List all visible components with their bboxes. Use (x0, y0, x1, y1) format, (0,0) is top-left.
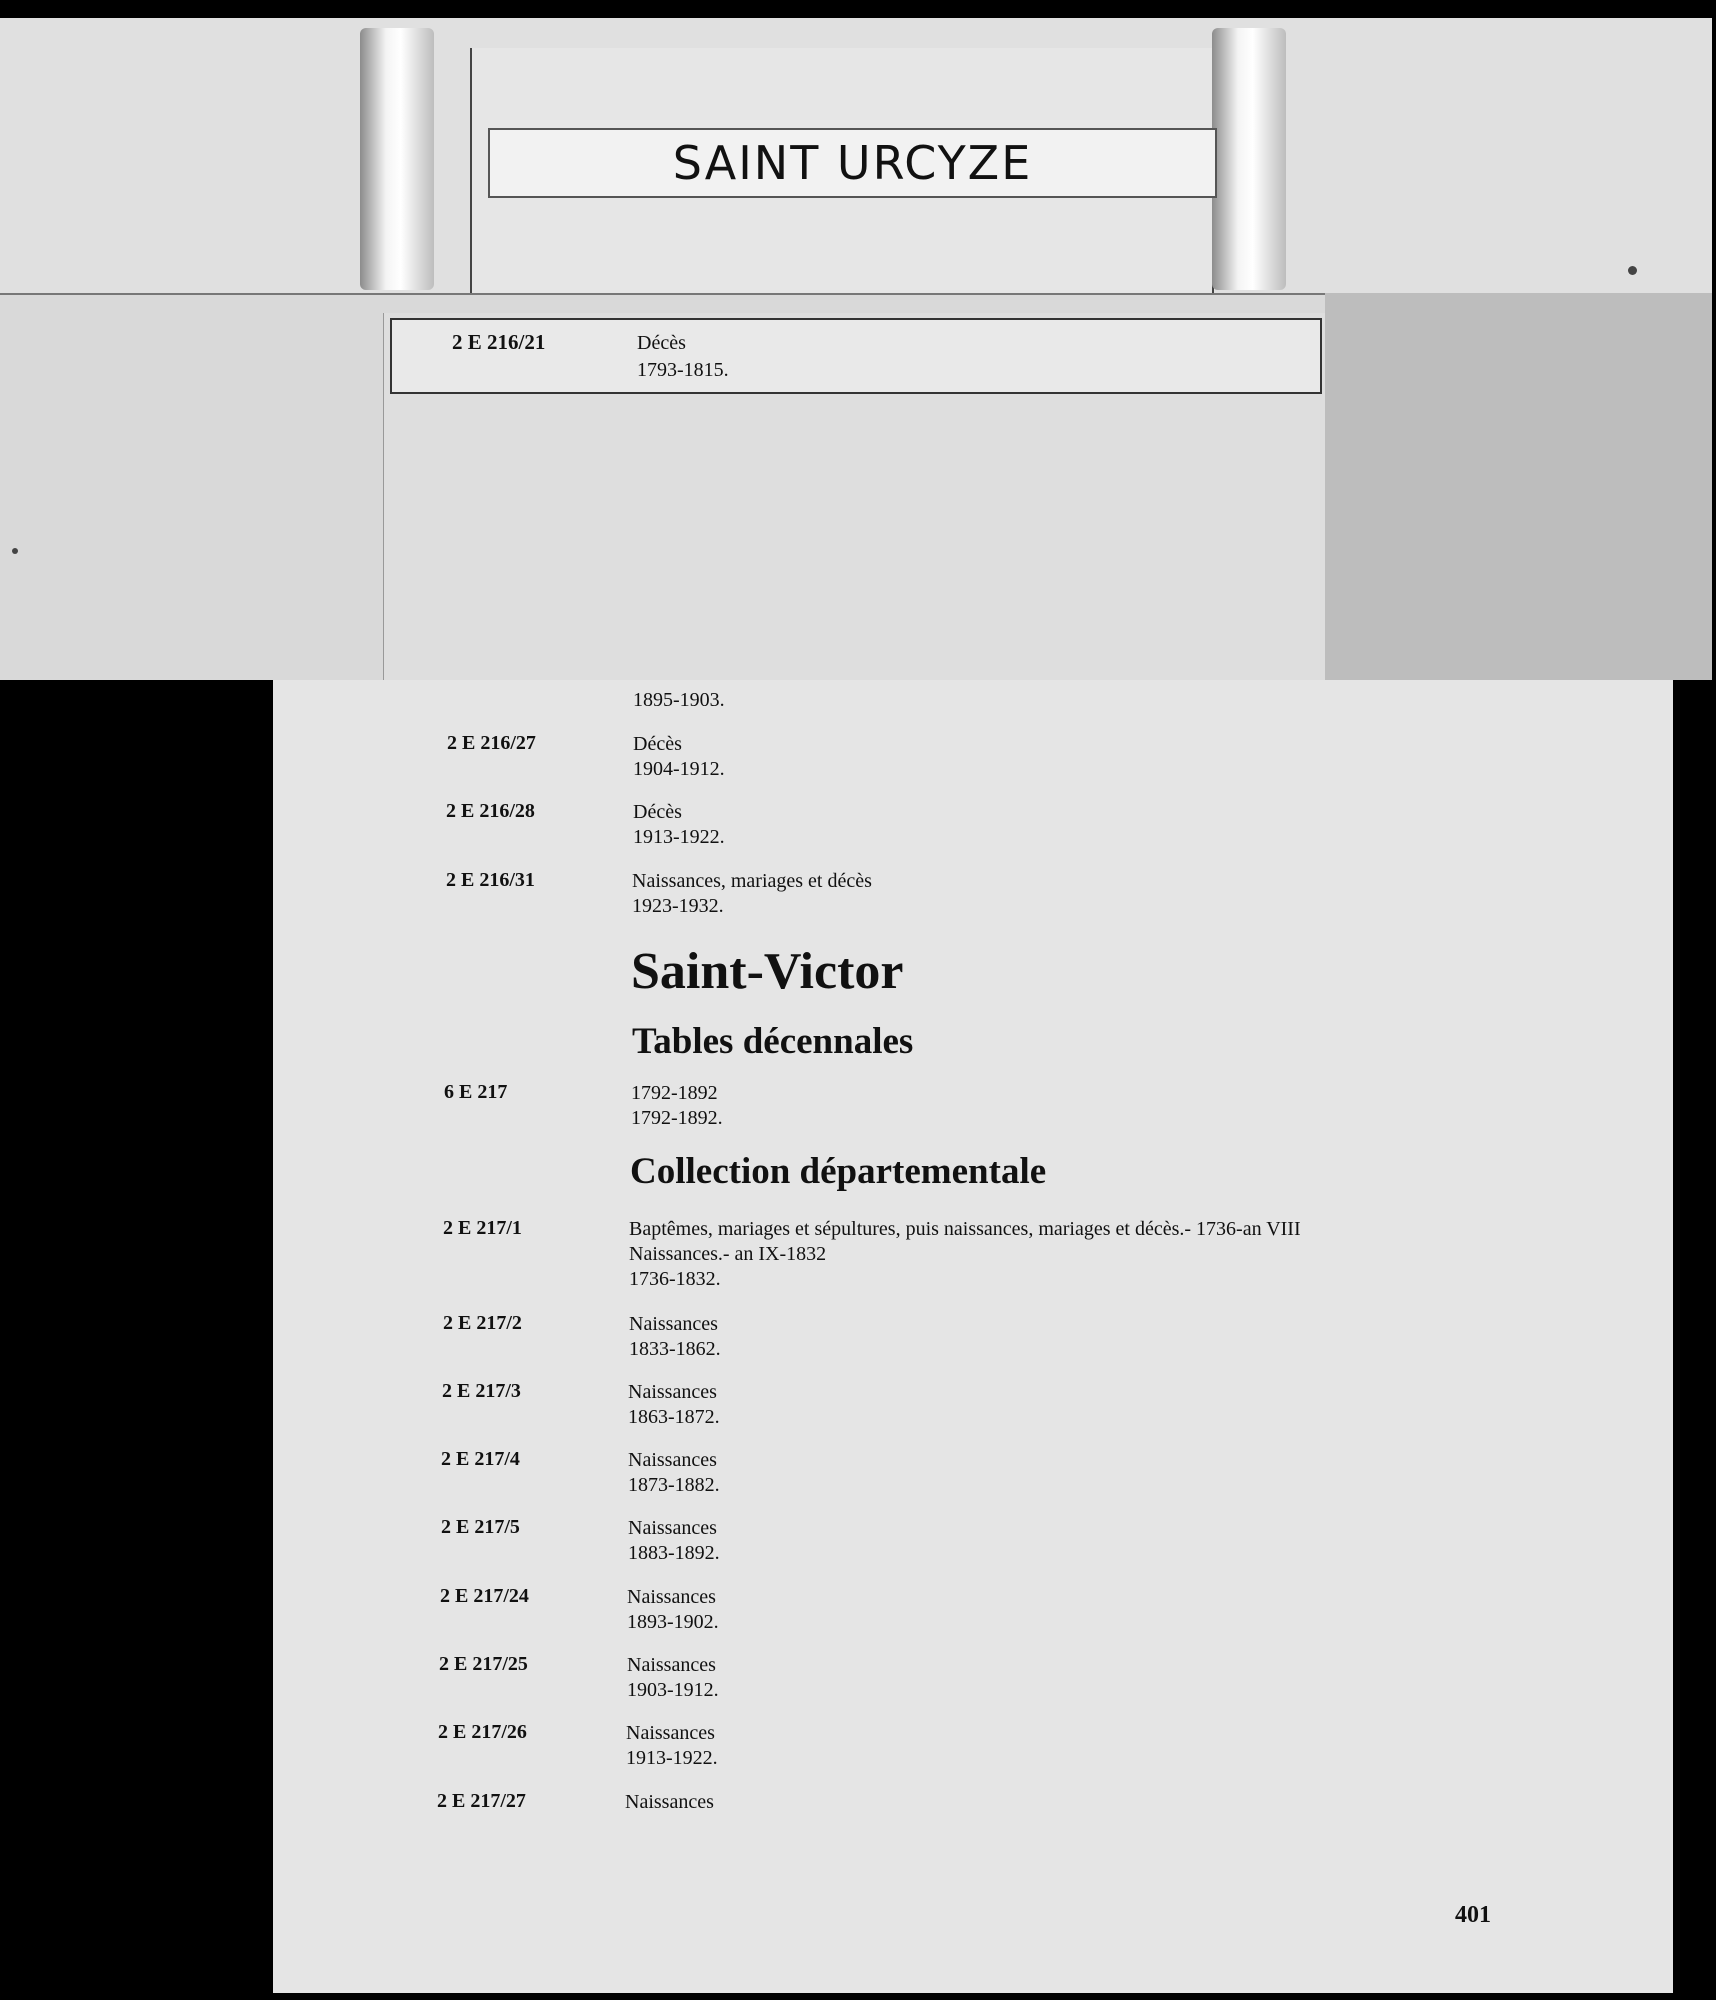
entry-dates: 1863-1872. (628, 1406, 720, 1428)
entry-line: Naissances (627, 1586, 716, 1608)
entry-code: 2 E 217/27 (437, 1790, 526, 1812)
page-number: 401 (1455, 1902, 1491, 1928)
carryover-dates: 1895-1903. (633, 689, 725, 711)
entry-description (633, 800, 725, 850)
entry-description (629, 1217, 1301, 1292)
entry-dates: 1903-1912. (627, 1679, 719, 1701)
entry-line: Décès (633, 801, 682, 823)
entry-dates: 1913-1922. (633, 826, 725, 848)
entry-code: 2 E 216/28 (446, 800, 535, 822)
entry-line: Naissances (628, 1449, 717, 1471)
entry-line: Naissances (625, 1791, 714, 1813)
commune-title: Saint-Victor (631, 943, 904, 1000)
entry-line: Naissances (626, 1722, 715, 1744)
entry-line: 1792-1892 (631, 1082, 718, 1104)
entry-dates: 1923-1932. (632, 895, 724, 917)
entry-description (625, 1790, 714, 1815)
entry-description (628, 1380, 720, 1430)
entry-dates: 1883-1892. (628, 1542, 720, 1564)
entry-code: 2 E 217/5 (441, 1516, 520, 1538)
entry-line: Naissances.- an IX-1832 (629, 1243, 827, 1265)
section-heading-tables: Tables décennales (632, 1021, 914, 1062)
entry-description (629, 1312, 721, 1362)
entry-description (632, 869, 872, 919)
entry-code: 2 E 217/1 (443, 1217, 522, 1239)
nameplate-text: SAINT URCYZE (672, 136, 1033, 190)
entry-line: Naissances (627, 1654, 716, 1676)
entry-code: 2 E 217/24 (440, 1585, 529, 1607)
entry-line: Naissances (628, 1381, 717, 1403)
entry-description (631, 1081, 723, 1131)
entry-code: 2 E 217/4 (441, 1448, 520, 1470)
cover-card (0, 18, 1712, 680)
commune-nameplate (488, 128, 1217, 198)
entry-code: 6 E 217 (444, 1081, 508, 1103)
entry-code: 2 E 217/3 (442, 1380, 521, 1402)
entry-line: Naissances, mariages et décès (632, 870, 872, 892)
strip-description (637, 330, 729, 384)
entry-description (628, 1448, 720, 1498)
entry-description (627, 1653, 719, 1703)
strip-code: 2 E 216/21 (452, 330, 546, 354)
right-strap (1212, 28, 1286, 290)
entry-dates: 1833-1862. (629, 1338, 721, 1360)
strip-line1: Décès (637, 332, 686, 354)
dust-speck (1628, 266, 1637, 275)
strip-line2: 1793-1815. (637, 359, 729, 381)
entry-description (626, 1721, 718, 1771)
entry-code: 2 E 217/26 (438, 1721, 527, 1743)
entry-dates: 1736-1832. (629, 1268, 721, 1290)
left-strap (360, 28, 434, 290)
entry-dates: 1913-1922. (626, 1747, 718, 1769)
entry-line: Baptêmes, mariages et sépultures, puis naissances, mariages et décès.- 1736-an VIII (629, 1218, 1301, 1240)
entry-dates: 1873-1882. (628, 1474, 720, 1496)
cover-label-strip (390, 318, 1322, 394)
entry-code: 2 E 217/2 (443, 1312, 522, 1334)
entry-line: Naissances (628, 1517, 717, 1539)
dust-speck (12, 548, 18, 554)
entry-description (627, 1585, 719, 1635)
section-heading-collection: Collection départementale (630, 1151, 1047, 1192)
entry-dates: 1904-1912. (633, 758, 725, 780)
entry-dates: 1893-1902. (627, 1611, 719, 1633)
entry-code: 2 E 216/31 (446, 869, 535, 891)
entry-description (633, 732, 725, 782)
entry-description (628, 1516, 720, 1566)
entry-code: 2 E 217/25 (439, 1653, 528, 1675)
entry-dates: 1792-1892. (631, 1107, 723, 1129)
entry-line: Naissances (629, 1313, 718, 1335)
entry-line: Décès (633, 733, 682, 755)
entry-code: 2 E 216/27 (447, 732, 536, 754)
cover-card-shadow (1325, 293, 1712, 680)
